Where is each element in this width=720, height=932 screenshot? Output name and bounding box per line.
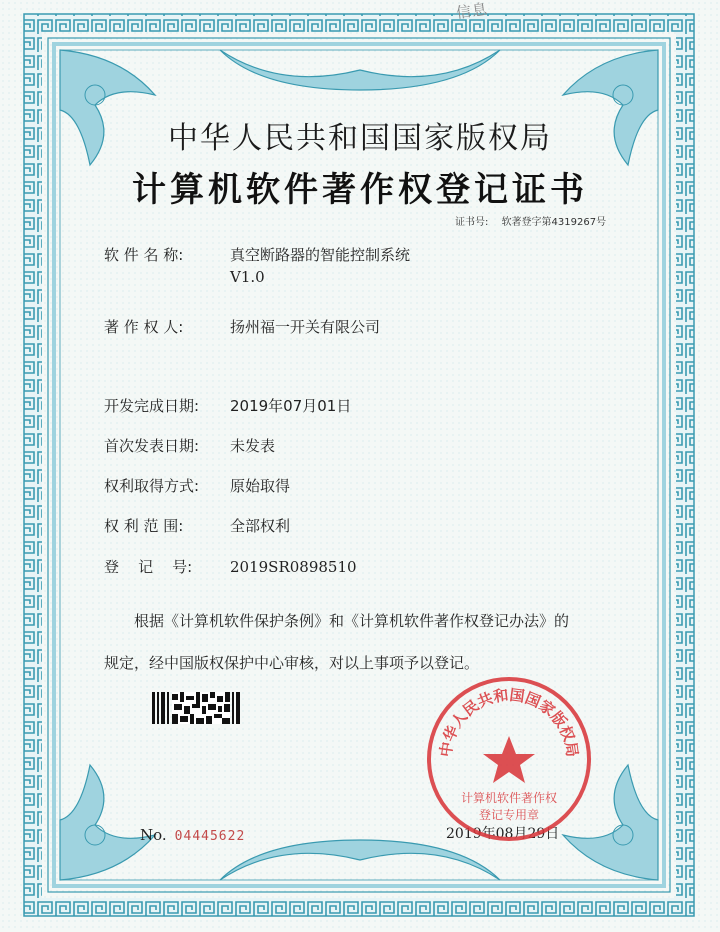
software-name-row — [104, 244, 410, 265]
completion-date-row — [104, 395, 351, 416]
acquisition-row — [104, 475, 290, 496]
reg-no-label: 登 记 号: — [104, 558, 193, 576]
scope-label: 权 利 范 围: — [104, 517, 184, 535]
qr-barcode — [152, 692, 242, 724]
statement-line-2: 规定，经中国版权保护中心审核，对以上事项予以登记。 — [104, 654, 480, 672]
official-seal — [424, 674, 594, 844]
statement-line-1: 根据《计算机软件保护条例》和《计算机软件著作权登记办法》的 — [134, 612, 570, 630]
scope-row — [104, 515, 290, 536]
issuer-title: 中华人民共和国国家版权局 — [168, 121, 552, 156]
seal-arc-text: 中华人民共和国国家版权局 — [436, 685, 582, 759]
certificate-title: 计算机软件著作权登记证书 — [132, 170, 588, 210]
certificate-number-value: 软著登字第4319267号 — [501, 217, 607, 228]
seal-line-2: 登记专用章 — [478, 808, 540, 822]
serial-number-label: No. — [140, 826, 167, 844]
certificate-number-label: 证书号: — [455, 217, 489, 228]
software-version: V1.0 — [230, 268, 265, 286]
issue-date: 2019年08月29日 — [446, 826, 560, 842]
completion-date-value: 2019年07月01日 — [230, 397, 352, 415]
seal-line-1: 计算机软件著作权 — [460, 791, 558, 805]
owner-value: 扬州福一开关有限公司 — [230, 318, 381, 336]
reg-no-value: 2019SR0898510 — [230, 558, 357, 576]
software-name-value: 真空断路器的智能控制系统 — [230, 246, 411, 264]
serial-number-value: 04445622 — [174, 829, 246, 844]
seal-star-icon — [483, 736, 535, 783]
acquisition-label: 权利取得方式: — [104, 477, 200, 495]
handwritten-note: 信息 — [454, 0, 490, 23]
first-publish-row — [104, 435, 275, 456]
serial-number — [140, 826, 245, 844]
owner-row — [104, 316, 380, 337]
owner-label: 著 作 权 人: — [104, 318, 184, 336]
certificate-number — [455, 213, 606, 228]
reg-no-row — [104, 556, 357, 577]
first-publish-label: 首次发表日期: — [104, 437, 200, 455]
acquisition-value: 原始取得 — [230, 477, 291, 495]
first-publish-value: 未发表 — [230, 437, 276, 455]
scope-value: 全部权利 — [230, 517, 291, 535]
software-name-label: 软 件 名 称: — [104, 246, 184, 264]
completion-date-label: 开发完成日期: — [104, 397, 200, 415]
